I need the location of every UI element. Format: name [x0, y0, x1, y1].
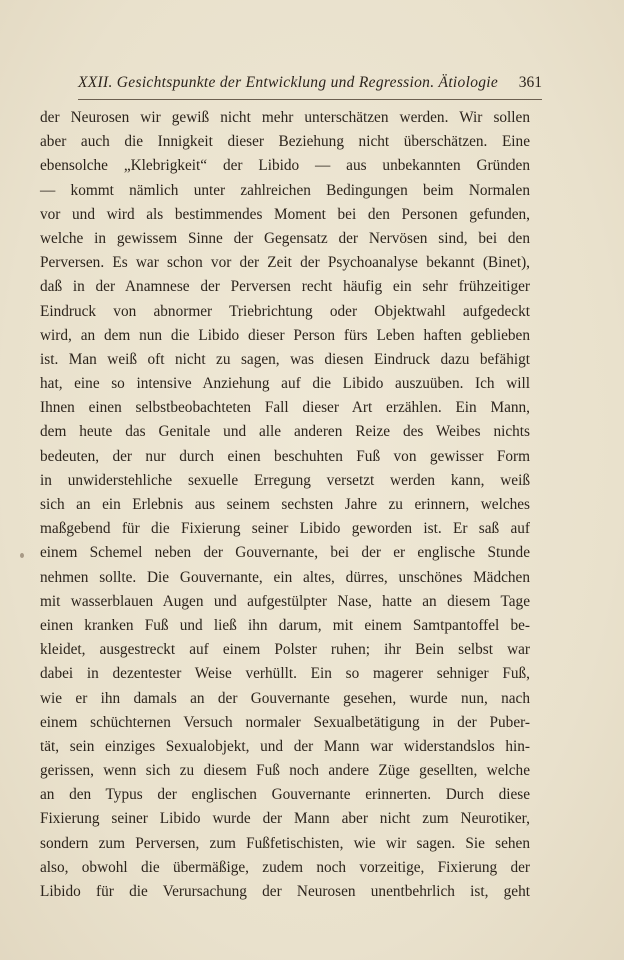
- text-line: wie er ihn damals an der Gouvernante gesehen, wurde nun, nach: [40, 689, 530, 707]
- text-line: wird, an dem nun die Libido dieser Person fürs Leben haften geblieben: [40, 326, 530, 344]
- text-line: dem heute das Genitale und alle anderen Reize des Weibes nichts: [40, 423, 530, 441]
- text-line: nehmen sollte. Die Gouvernante, ein altes, dürres, unschönes Mädchen: [40, 568, 530, 586]
- text-line: bedeuten, der nur durch einen beschuhten Fuß von gewisser Form: [40, 447, 530, 465]
- text-line: kleidet, ausgestreckt auf einem Polster ruhen; ihr Bein selbst war: [40, 641, 530, 659]
- text-line: sich an ein Erlebnis aus seinem sechsten Jahre zu erinnern, welches: [40, 496, 530, 513]
- body-paragraph: [40, 106, 530, 904]
- text-line: sondern zum Perversen, zum Fußfetischisten, wie wir sagen. Sie sehen: [40, 834, 530, 852]
- page-number: 361: [518, 74, 542, 91]
- text-line: Fixierung seiner Libido wurde der Mann aber nicht zum Neurotiker,: [40, 810, 530, 828]
- text-line: maßgebend für die Fixierung seiner Libido geworden ist. Er saß auf: [40, 520, 530, 538]
- text-line: tät, sein einziges Sexualobjekt, und der Mann war widerstandslos hin-: [40, 737, 530, 755]
- running-header: [78, 74, 542, 96]
- text-line: in unwiderstehliche sexuelle Erregung versetzt werden kann, weiß: [40, 471, 530, 489]
- text-line: — kommt nämlich unter zahlreichen Bedingungen beim Normalen: [40, 181, 530, 199]
- text-line: Perversen. Es war schon vor der Zeit der Psychoanalyse bekannt (Binet),: [40, 254, 530, 272]
- text-line: ebensolche „Klebrigkeit“ der Libido — aus unbekannten Gründen: [40, 157, 530, 175]
- text-line: hat, eine so intensive Anziehung auf die Libido auszuüben. Ich will: [40, 375, 530, 393]
- text-line: gerissen, wenn sich zu diesem Fuß noch andere Züge gesellten, welche: [40, 762, 530, 780]
- text-line: an den Typus der englischen Gouvernante erinnerten. Durch diese: [40, 786, 530, 804]
- text-line: vor und wird als bestimmendes Moment bei den Personen gefunden,: [40, 205, 530, 223]
- text-line: einem Schemel neben der Gouvernante, bei der er englische Stunde: [40, 544, 530, 562]
- text-line: daß in der Anamnese der Perversen recht häufig ein sehr frühzeitiger: [40, 278, 530, 296]
- text-line: mit wasserblauen Augen und aufgestülpter Nase, hatte an diesem Tage: [40, 592, 530, 610]
- text-line: einem schüchternen Versuch normaler Sexualbetätigung in der Puber-: [40, 713, 530, 731]
- text-line: einen kranken Fuß und ließ ihn darum, mit einem Samtpantoffel be-: [40, 616, 530, 634]
- text-line: Ihnen einen selbstbeobachteten Fall dieser Art erzählen. Ein Mann,: [40, 399, 530, 417]
- text-line: Eindruck von abnormer Triebrichtung oder Objektwahl aufgedeckt: [40, 302, 530, 320]
- text-line: welche in gewissem Sinne der Gegensatz der Nervösen sind, bei den: [40, 229, 530, 247]
- text-line: aber auch die Innigkeit dieser Beziehung nicht überschätzen. Eine: [40, 133, 530, 151]
- text-line: der Neurosen wir gewiß nicht mehr unterschätzen werden. Wir sollen: [40, 109, 530, 126]
- text-line: dabei in dezentester Weise verhüllt. Ein so magerer sehniger Fuß,: [40, 665, 530, 683]
- running-title: XXII. Gesichtspunkte der Entwicklung und Regression. Ätiologie: [78, 74, 499, 91]
- paper-speck: [20, 553, 24, 558]
- header-rule: [78, 99, 542, 100]
- text-line: ist. Man weiß oft nicht zu sagen, was diesen Eindruck dazu befähigt: [40, 350, 530, 368]
- text-line: also, obwohl die übermäßige, zudem noch vorzeitige, Fixierung der: [40, 858, 530, 876]
- text-line: Libido für die Verursachung der Neurosen unentbehrlich ist, geht: [40, 883, 530, 900]
